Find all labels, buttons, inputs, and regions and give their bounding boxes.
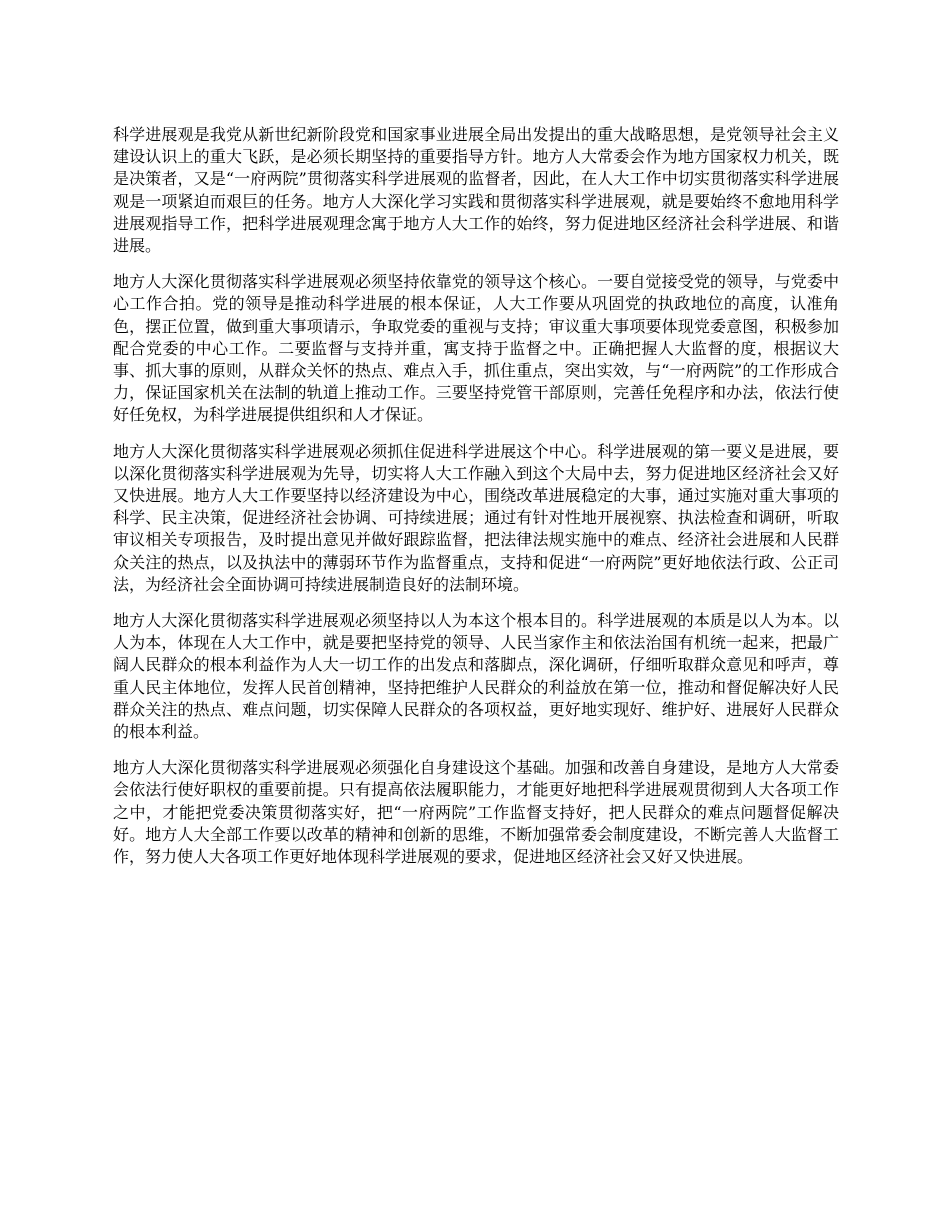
paragraph-3: 地方人大深化贯彻落实科学进展观必须抓住促进科学进展这个中心。科学进展观的第一要义是进展，要以深化贯彻落实科学进展观为先导，切实将人大工作融入到这个大局中去，努力促进地区经济社会又好又快进展。地方人大工作要坚持以经济建设为中心，围绕改革进展稳定的大事，通过实施对重大事项的科学、民主决策，促进经济社会协调、可持续进展；通过有针对性地开展视察、执法检查和调研，听取审议相关专项报告，及时提出意见并做好跟踪监督，把法律法规实施中的难点、经济社会进展和人民群众关注的热点，以及执法中的薄弱环节作为监督重点，支持和促进“一府两院”更好地依法行政、公正司法，为经济社会全面协调可持续进展制造良好的法制环境。 <box>113 441 839 594</box>
document-body <box>113 124 839 882</box>
paragraph-1: 科学进展观是我党从新世纪新阶段党和国家事业进展全局出发提出的重大战略思想，是党领导社会主义建设认识上的重大飞跃，是必须长期坚持的重要指导方针。地方人大常委会作为地方国家权力机关，既是决策者，又是“一府两院”贯彻落实科学进展观的监督者，因此，在人大工作中切实贯彻落实科学进展观是一项紧迫而艰巨的任务。地方人大深化学习实践和贯彻落实科学进展观，就是要始终不愈地用科学进展观指导工作，把科学进展观理念寓于地方人大工作的始终，努力促进地区经济社会科学进展、和谐进展。 <box>113 125 839 256</box>
paragraph-4: 地方人大深化贯彻落实科学进展观必须坚持以人为本这个根本目的。科学进展观的本质是以人为本。以人为本，体现在人大工作中，就是要把坚持党的领导、人民当家作主和依法治国有机统一起来，把最广阔人民群众的根本利益作为人大一切工作的出发点和落脚点，深化调研，仔细听取群众意见和呼声，尊重人民主体地位，发挥人民首创精神，坚持把维护人民群众的利益放在第一位，推动和督促解决好人民群众关注的热点、难点问题，切实保障人民群众的各项权益，更好地实现好、维护好、进展好人民群众的根本利益。 <box>113 611 839 742</box>
paragraph-2: 地方人大深化贯彻落实科学进展观必须坚持依靠党的领导这个核心。一要自觉接受党的领导，与党委中心工作合拍。党的领导是推动科学进展的根本保证，人大工作要从巩固党的执政地位的高度，认准角色，摆正位置，做到重大事项请示，争取党委的重视与支持；审议重大事项要体现党委意图，积极参加配合党委的中心工作。二要监督与支持并重，寓支持于监督之中。正确把握人大监督的度，根据议大事、抓大事的原则，从群众关怀的热点、难点入手，抓住重点，突出实效，与“一府两院”的工作形成合力，保证国家机关在法制的轨道上推动工作。三要坚持党管干部原则，完善任免程序和办法，依法行使好任免权，为科学进展提供组织和人才保证。 <box>113 272 839 425</box>
paragraph-5: 地方人大深化贯彻落实科学进展观必须强化自身建设这个基础。加强和改善自身建设，是地方人大常委会依法行使好职权的重要前提。只有提高依法履职能力，才能更好地把科学进展观贯彻到人大各项工作之中，才能把党委决策贯彻落实好，把“一府两院”工作监督支持好，把人民群众的难点问题督促解决好。地方人大全部工作要以改革的精神和创新的思维，不断加强常委会制度建设，不断完善人大监督工作，努力使人大各项工作更好地体现科学进展观的要求，促进地区经济社会又好又快进展。 <box>113 758 839 867</box>
